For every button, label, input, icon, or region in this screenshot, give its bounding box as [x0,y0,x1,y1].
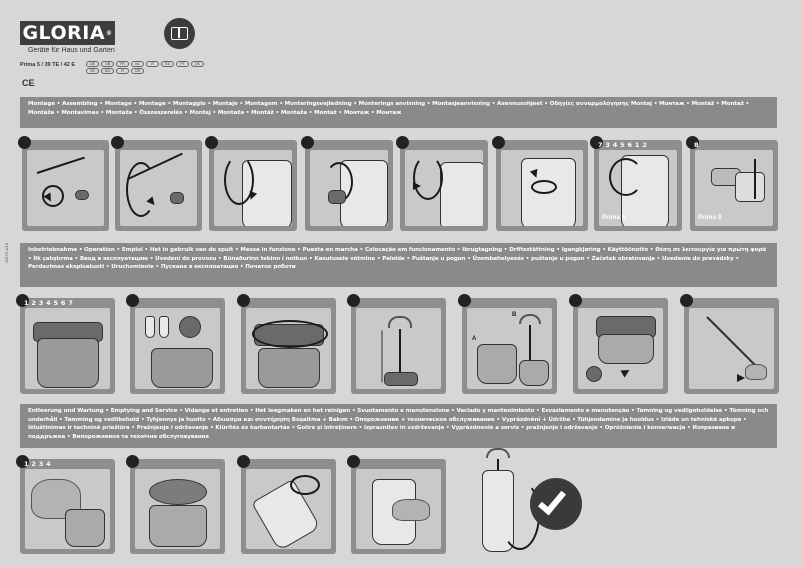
document-code: 1167S.2/10 [4,243,9,264]
assembly-panel-4 [305,140,393,231]
prima-8-label: Prima 8 [698,214,722,221]
book-icon [164,18,195,49]
step-badge [301,136,314,149]
checkmark-icon [530,478,582,530]
assembly-banner: Montage • Assembling • Montage • Montage • Montaggio • Montaje • Montagem • Monteringsvejledning • Monterings anvisning • Montasjeanvisning • Asennusohjeet • Οδηγίες συναρμολόγησης Montaj • Монтаж • Montáž • Montaž • Montáža • Montavimas • Montaža • Összeszerelés • Montaj • Montaža • Montáž • Montaža • Montaż • Монтаж • Монтаж [20,97,777,128]
lang-code: FR [116,61,129,67]
lang-code: GR [131,68,144,74]
step-badge [680,294,693,307]
assembly-panel-5 [400,140,488,231]
step-badge [396,136,409,149]
step-sequence: 7 3 4 5 6 1 2 [598,141,648,149]
assembly-panel-2 [115,140,202,231]
operation-panel-4 [351,298,446,394]
step-badge [347,455,360,468]
lang-code: NL [131,61,144,67]
operation-panel-1 [20,298,115,394]
lang-code: DK [191,61,204,67]
tagline: Geräte für Haus und Garten [28,47,115,54]
lang-code: IT [146,61,159,67]
step-badge [237,294,250,307]
operation-panel-3 [241,298,336,394]
operation-panel-2 [130,298,225,394]
lang-code: ES [161,61,174,67]
step-sequence: 1 2 3 4 5 6 7 [24,299,74,307]
step-badge [18,136,31,149]
valve-b-label: B [512,312,517,318]
maintenance-panel-4 [351,459,446,554]
step-badge [569,294,582,307]
maintenance-banner: Entleerung und Wartung • Emptying and Service • Vidange et entretien • Het leegmaken en het reinigen • Svuotamento e manutenzione • Vaciado y mantenimiento • Esvaziamento e manutenção • Tømning og vedligeholdelse • Tömning och underhåll • Tømming og vedlikehold • Tyhjennys ja huolto • Αδειασμα και συντήρηση Boşaltma + Bakım • Опорожнение + техническое обслуживание • Vyprázdnění + Údržba • Tühjendamine ja hooldus • Izlāde un tehniskā apkope • Ištuštinimas ir techninė priežiūra • Pražnjenje i održavanje • Kiürítés és karbantartás • Golire şi întreţinere • Izpraznitev in vzdrževanje • Vyprázdnenie a servis • pražnjenje i održavanje • Opróżnienie i konserwacja • Изпразване и поддръжка • Випорожнення та технічне обслуговування [20,404,777,448]
maintenance-panel-1 [20,459,115,554]
prima-5-label: Prima 5 [602,214,626,221]
step-number: 8 [694,141,699,149]
model-list: Prima 5 / 39 TE / 42 E [20,62,76,68]
lang-code: NO [101,68,114,74]
step-badge [205,136,218,149]
gloria-logo [20,21,115,45]
lang-code: SE [86,68,99,74]
assembly-panel-1 [22,140,109,231]
lang-code: DE [86,61,99,67]
operation-panel-6 [573,298,668,394]
step-badge [126,455,139,468]
valve-a-label: A [472,336,477,342]
step-badge [126,294,139,307]
ce-mark: CE [22,78,35,88]
maintenance-panel-2 [130,459,225,554]
step-badge [492,136,505,149]
assembly-panel-prima8 [690,140,778,231]
step-badge [347,294,360,307]
logo-text: GLORIA [22,22,106,44]
lang-code: GB [101,61,114,67]
operation-panel-7 [684,298,779,394]
operation-panel-5 [462,298,557,394]
logo-registered-mark: ® [106,29,113,37]
lang-code: FI [116,68,129,74]
step-badge [111,136,124,149]
step-badge [458,294,471,307]
operation-banner: Inbetriebnahme • Operation • Emploi • Het in gebruik van de spuit • Messa in funzione • Puesta en marcha • Colocação em funcionamento • Ibrugtagning • Driftsstättning • Igangkjøring • Käyttöönotto • Θέση σε λειτουργία για πρώτη φορά • İlk çalıştırma • Ввод в эксплуатацию • Uvedení do provozu • Bünaðurinn tekinn í notkun • Kasutusele võtmine • Paleide • Puštanje u pogon • Üzembehelyezés • puštanje u pogon • Začetek obratovanja • Uvedenie do prevádzky • Perdavimas eksploatuoti • Uruchomienie • Пускане в експлоатация • Початок роботи [20,243,777,287]
assembly-panel-3 [209,140,297,231]
sprayer-illustration [480,448,520,560]
assembly-panel-6 [496,140,588,231]
lang-code: PT [176,61,189,67]
maintenance-panel-3 [241,459,336,554]
step-badge [237,455,250,468]
step-sequence: 1 2 3 4 [24,460,51,468]
assembly-panel-prima5 [594,140,682,231]
language-codes [86,61,216,74]
